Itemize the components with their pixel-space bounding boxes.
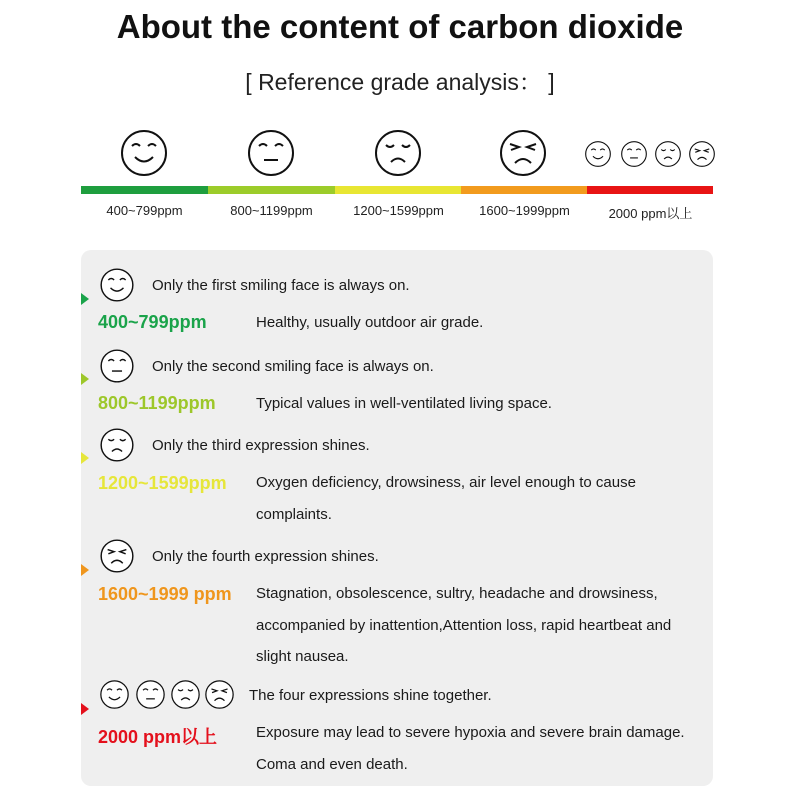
page-title: About the content of carbon dioxide	[116, 8, 684, 45]
neutral-face-icon	[135, 679, 166, 710]
level-ppm: 2000 ppm以上	[98, 727, 218, 747]
level-ppm: 400~799ppm	[98, 312, 207, 332]
scale-bar-yellow	[335, 186, 461, 194]
level-description: Exposure may lead to severe hypoxia and severe brain damage. Coma and even death.	[256, 724, 685, 773]
scale-range-label: 1200~1599ppm	[353, 203, 444, 218]
level-description: Healthy, usually outdoor air grade.	[256, 314, 484, 331]
level-marker	[81, 564, 89, 576]
scale-range-label: 2000 ppm以上	[608, 206, 693, 221]
neutral-face-icon	[620, 140, 648, 168]
scale-bar-red	[587, 186, 713, 194]
smile-face-icon	[119, 128, 169, 178]
level-expression: Only the first smiling face is always on.	[152, 277, 410, 294]
scale-range-label: 800~1199ppm	[230, 203, 313, 218]
level-expression: Only the second smiling face is always on.	[152, 358, 434, 375]
level-description: Stagnation, obsolescence, sultry, headache and drowsiness, accompanied by inattention,Attention loss, rapid heartbeat and slight nausea.	[256, 585, 672, 665]
angry-face-icon	[688, 140, 716, 168]
level-description: Oxygen deficiency, drowsiness, air level enough to cause complaints.	[256, 474, 636, 523]
sad-face-icon	[170, 679, 201, 710]
scale-bar-orange	[461, 186, 587, 194]
level-ppm: 800~1199ppm	[98, 393, 216, 413]
sad-face-icon	[99, 427, 135, 463]
page-subtitle: [ Reference grade analysis： ]	[245, 69, 555, 95]
neutral-face-icon	[99, 348, 135, 384]
level-expression: Only the fourth expression shines.	[152, 548, 379, 565]
smile-face-icon	[99, 679, 130, 710]
smile-face-icon	[99, 267, 135, 303]
sad-face-icon	[373, 128, 423, 178]
scale-bar-yellowgreen	[208, 186, 335, 194]
scale-bar-green	[81, 186, 208, 194]
level-ppm: 1600~1999 ppm	[98, 584, 232, 604]
smile-face-icon	[584, 140, 612, 168]
angry-face-icon	[99, 538, 135, 574]
level-marker	[81, 452, 89, 464]
level-ppm: 1200~1599ppm	[98, 473, 227, 493]
neutral-face-icon	[246, 128, 296, 178]
level-expression: Only the third expression shines.	[152, 437, 370, 454]
scale-range-label: 400~799ppm	[106, 203, 183, 218]
level-marker	[81, 373, 89, 385]
angry-face-icon	[498, 128, 548, 178]
sad-face-icon	[654, 140, 682, 168]
level-marker	[81, 293, 89, 305]
scale-range-label: 1600~1999ppm	[479, 203, 570, 218]
level-marker	[81, 703, 89, 715]
angry-face-icon	[204, 679, 235, 710]
level-expression: The four expressions shine together.	[249, 687, 492, 704]
level-description: Typical values in well-ventilated living space.	[256, 395, 552, 412]
